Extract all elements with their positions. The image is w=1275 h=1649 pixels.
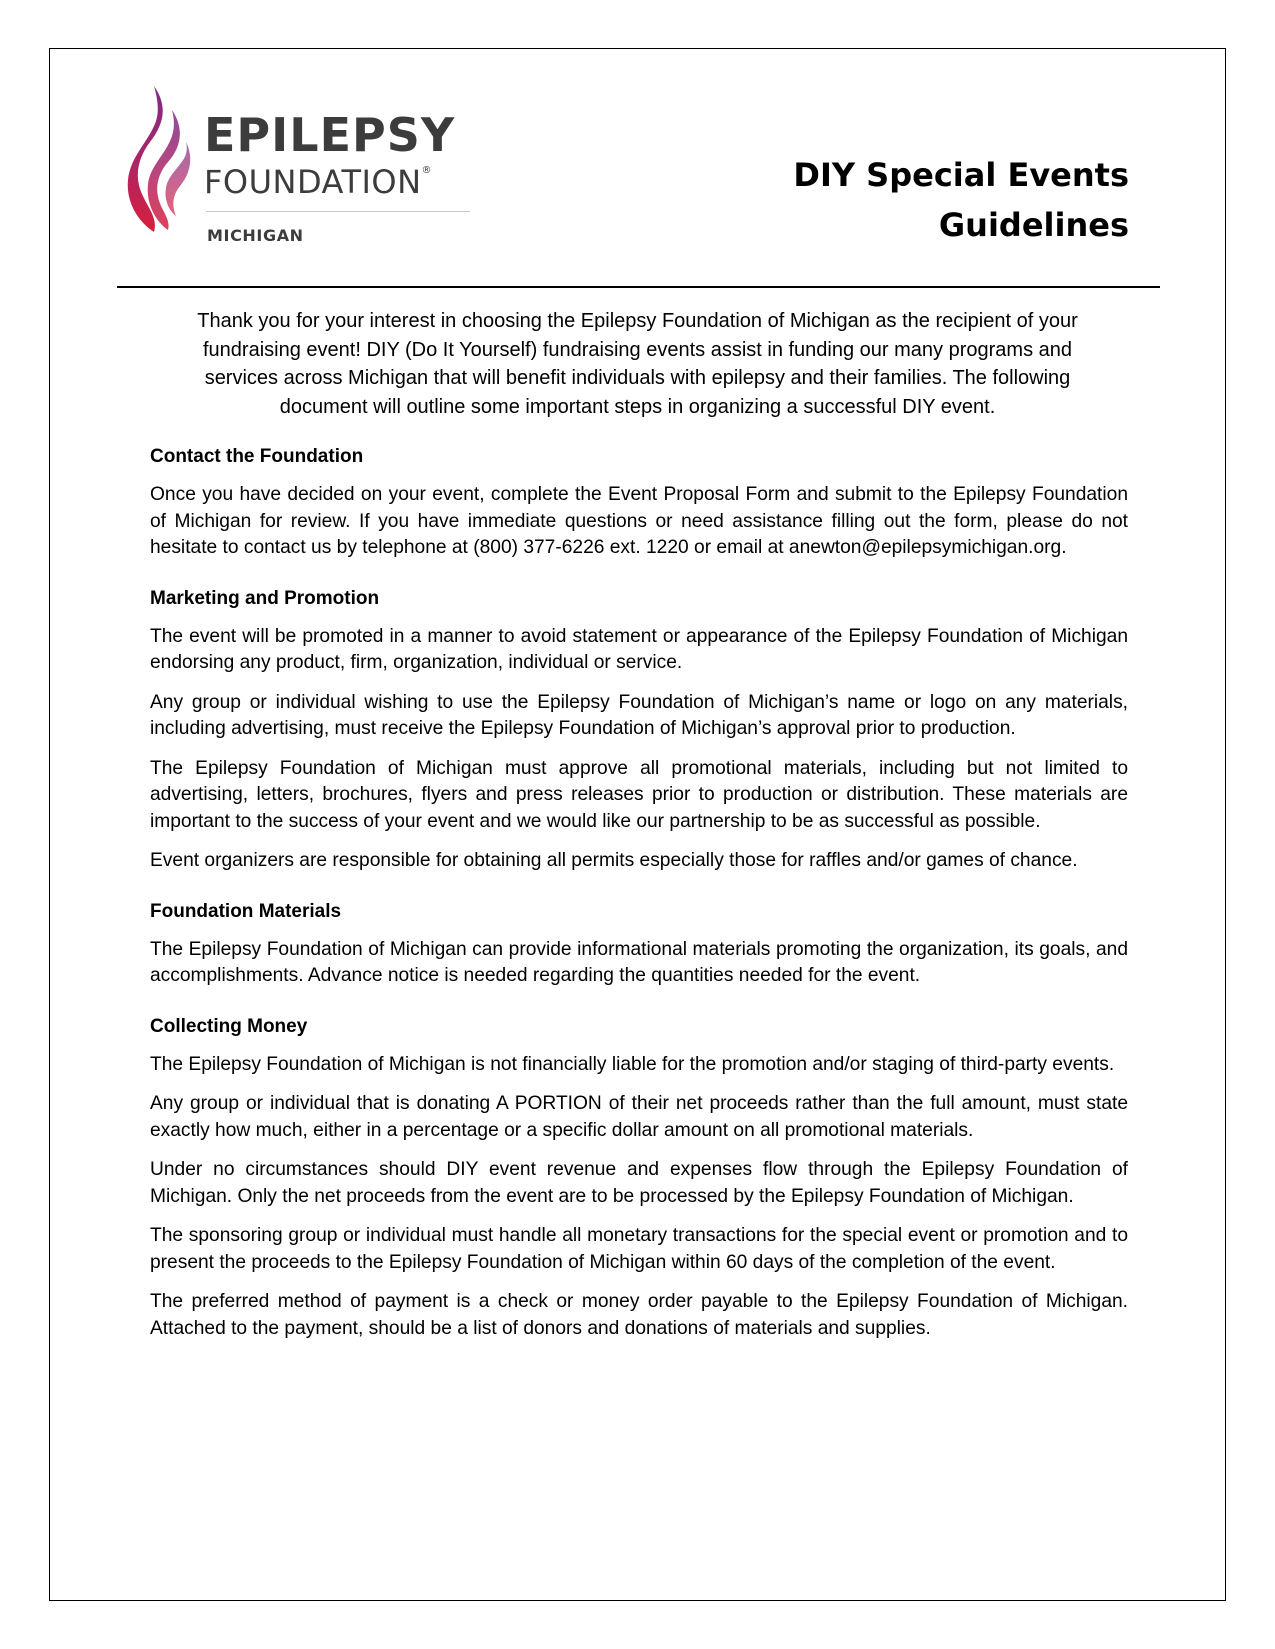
section-paragraph: The sponsoring group or individual must handle all monetary transactions for the special event or promotion and to present the proceeds to the Epilepsy Foundation of Michigan within 60 days of the completion of the event. bbox=[150, 1225, 1128, 1273]
logo-wordmark-foundation bbox=[204, 163, 433, 201]
section-heading: Marketing and Promotion bbox=[150, 587, 380, 609]
epilepsy-foundation-logo bbox=[124, 84, 474, 254]
logo-divider bbox=[206, 211, 470, 212]
section-paragraph: Any group or individual that is donating A PORTION of their net proceeds rather than the full amount, must state exactly how much, either in a percentage or a specific dollar amount on all promotional materials. bbox=[150, 1093, 1128, 1141]
intro-paragraph: Thank you for your interest in choosing the Epilepsy Foundation of Michigan as the recipient of your fundraising event! DIY (Do It Yourself) fundraising events assist in funding our many programs and services across Michigan that will benefit individuals with epilepsy and their families. The following document will outline some important steps in organizing a successful DIY event. bbox=[197, 310, 1078, 418]
section-paragraph: The Epilepsy Foundation of Michigan must approve all promotional materials, including but not limited to advertising, letters, brochures, flyers and press releases prior to production or distribution. These materials are important to the success of your event and we would like our partnership to be as successful as possible. bbox=[150, 757, 1128, 832]
section-paragraph: Any group or individual wishing to use the Epilepsy Foundation of Michigan’s name or logo on any materials, including advertising, must receive the Epilepsy Foundation of Michigan’s approval prior to production. bbox=[150, 691, 1128, 739]
document-title-line-2: Guidelines bbox=[938, 206, 1129, 244]
section-marketing-and-promotion bbox=[150, 586, 1128, 875]
section-paragraph: The Epilepsy Foundation of Michigan is not financially liable for the promotion and/or staging of third-party events. bbox=[150, 1053, 1115, 1075]
section-heading: Foundation Materials bbox=[150, 900, 342, 922]
section-paragraph: The event will be promoted in a manner to avoid statement or appearance of the Epilepsy Foundation of Michigan endorsing any product, firm, organization, individual or service. bbox=[150, 625, 1128, 673]
header-divider bbox=[117, 286, 1160, 288]
section-paragraph: Event organizers are responsible for obtaining all permits especially those for raffles and/or games of chance. bbox=[150, 850, 1078, 871]
document-title bbox=[729, 150, 1129, 250]
section-foundation-materials bbox=[150, 899, 1128, 990]
section-heading: Contact the Foundation bbox=[150, 446, 364, 467]
section-heading: Collecting Money bbox=[150, 1015, 308, 1037]
section-paragraph: Once you have decided on your event, complete the Event Proposal Form and submit to the Epilepsy Foundation of Michigan for review. If you have immediate questions or need assistance filling out the form, please do not hesitate to contact us by telephone at (800) 377-6226 ext. 1220 or email at anewton@epilepsymichigan.org. bbox=[150, 484, 1128, 558]
section-paragraph: The Epilepsy Foundation of Michigan can provide informational materials promoting the organization, its goals, and accomplishments. Advance notice is needed regarding the quantities needed for the event. bbox=[150, 938, 1128, 986]
logo-wordmark-epilepsy: EPILEPSY bbox=[204, 108, 456, 162]
registered-mark: ® bbox=[421, 165, 433, 176]
logo-wordmark-foundation-text: FOUNDATION bbox=[204, 163, 422, 201]
document-body bbox=[150, 444, 1128, 1355]
flame-icon bbox=[124, 84, 196, 234]
section-contact-the-foundation bbox=[150, 444, 1128, 562]
section-paragraph: Under no circumstances should DIY event revenue and expenses flow through the Epilepsy Foundation of Michigan. Only the net proceeds from the event are to be processed by the Epilepsy Foundation of Michigan. bbox=[150, 1159, 1128, 1207]
section-paragraph: The preferred method of payment is a check or money order payable to the Epilepsy Foundation of Michigan. Attached to the payment, should be a list of donors and donations of materials and supplies. bbox=[150, 1291, 1128, 1339]
section-collecting-money bbox=[150, 1014, 1128, 1343]
document-title-line-1: DIY Special Events bbox=[793, 156, 1129, 194]
logo-wordmark-michigan: MICHIGAN bbox=[207, 226, 304, 245]
